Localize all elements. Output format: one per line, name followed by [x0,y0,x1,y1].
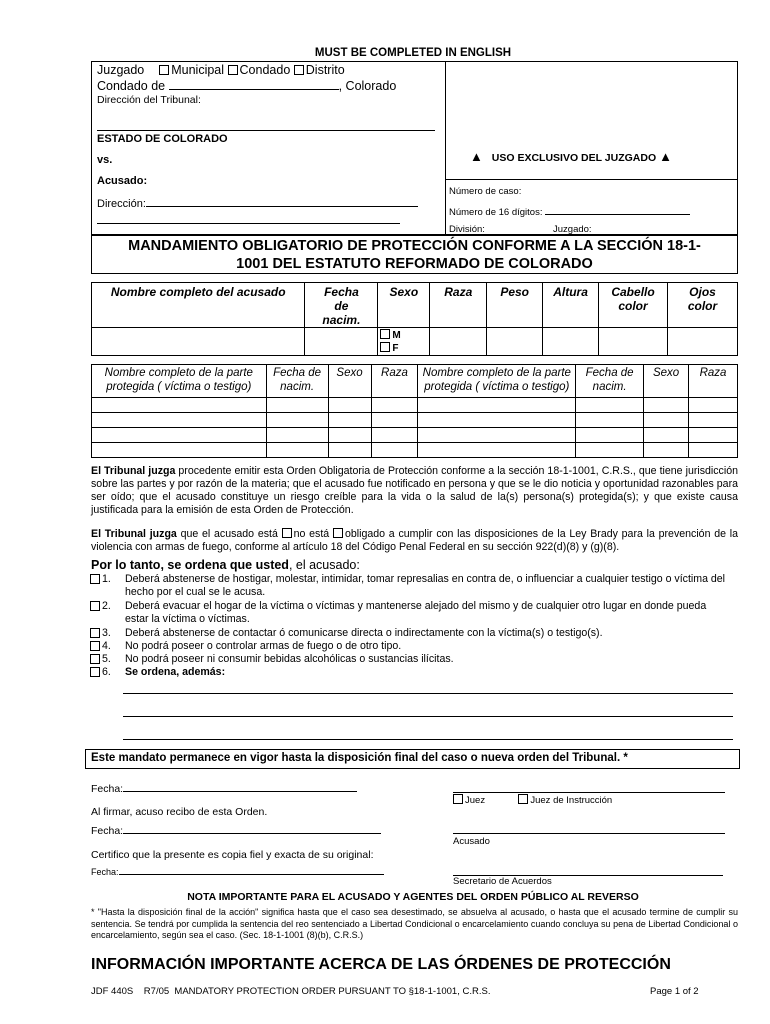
table-row [92,443,738,458]
distrito-checkbox[interactable] [294,65,304,75]
protected-table [91,364,738,458]
fecha-field-1[interactable] [123,781,357,792]
division-label: División: [449,224,485,235]
fecha-row-3: Fecha: [91,865,384,877]
accused-race-cell[interactable] [430,328,487,356]
notice-heading: NOTA IMPORTANTE PARA EL ACUSADO Y AGENTES DEL ORDEN PÚBLICO AL REVERSO [187,891,639,903]
protected-race-header-2: Raza [689,365,738,398]
accused-weight-cell[interactable] [487,328,543,356]
findings-text-1: procedente emitir esta Orden Obligatoria de Protección conforme a la sección 18-1-1001, C.R.S., que tiene jurisdicción sobre las partes y por razón de la materia; que el acusado fue notificado en persona y que se le dio noticia y oportunidad razonables para ser oído; que el acusado constituye un riesgo creíble para la vida o la salud de la(s) persona(s) protegida(s); y que existe causa justificada para la emisión de esta Orden de Protección. [91,465,738,516]
order-1-checkbox[interactable] [90,574,100,584]
order-item-3: 3. Deberá abstenerse de contactar ó comunicarse directa o indirectamente con la víctima(s) o testigo(s). [90,627,740,640]
magistrate-checkbox[interactable] [518,794,528,804]
must-complete-header: MUST BE COMPLETED IN ENGLISH [314,47,512,59]
info-title: INFORMACIÓN IMPORTANTE ACERCA DE LAS ÓRDENES DE PROTECCIÓN [91,956,671,973]
municipal-checkbox[interactable] [159,65,169,75]
accused-hair-cell[interactable] [599,328,668,356]
condado-checkbox[interactable] [228,65,238,75]
judge-row: Juez Juez de Instrucción [453,794,612,806]
court-type-row [97,63,345,77]
page-number: Page 1 of 2 [650,986,699,997]
order-item-2: 2. Deberá evacuar el hogar de la víctima o víctimas y mantenerse alejado del mismo y de cualquier otro lugar en donde pueda estar la víctima o víctimas. [90,600,740,626]
protected-sex-header-2: Sexo [644,365,689,398]
accused-weight-header: Peso [487,283,543,328]
findings-paragraph-2 [91,528,738,554]
findings-lead-1: El Tribunal juzga [91,465,176,477]
orders-heading: Por lo tanto, se ordena que usted, el acusado: [91,558,360,572]
accused-dob-header: Fecha de nacim. [305,283,378,328]
accused-dob-cell[interactable] [305,328,378,356]
protected-sex-header: Sexo [328,365,371,398]
juzgado-label: Juzgado [97,63,145,77]
court-use-label: USO EXCLUSIVO DEL JUZGADO [491,152,657,164]
judge-signature-line[interactable] [453,782,725,793]
order-item-1: 1. Deberá abstenerse de hostigar, molestar, intimidar, tomar represalias en contra de, o influenciar a cualquier testigo o víctima del hecho por el cual se le acusa. [90,573,740,599]
order-3-checkbox[interactable] [90,628,100,638]
order-5-checkbox[interactable] [90,654,100,664]
order-item-5: 5. No podrá poseer ni consumir bebidas alcohólicas o sustancias ilícitas. [90,653,740,666]
findings-text-ob: obligado a cumplir con las disposiciones de la Ley Brady para la prevención de la violencia con armas de fuego, conforme al artículo 18 del Código Penal Federal en su sección 922(d)(8) y (g)(8). [91,528,739,553]
sixteen-digit-row [449,205,690,218]
direction-row [97,196,418,210]
accused-name-cell[interactable] [92,328,305,356]
table-row [92,413,738,428]
form-footer: JDF 440S R7/05 MANDATORY PROTECTION ORDER PURSUANT TO §18-1-1001, C.R.S. [91,986,491,997]
direction-field[interactable] [146,196,418,207]
county-suffix: , Colorado [338,79,397,93]
county-prefix: Condado de [97,79,166,93]
direction-label: Dirección: [97,198,146,210]
table-row [92,398,738,413]
order-6-checkbox[interactable] [90,667,100,677]
additional-order-line-3[interactable] [123,728,733,740]
brady-obligated-checkbox[interactable] [333,528,343,538]
state-label: ESTADO DE COLORADO [97,133,228,145]
accused-table [91,282,738,356]
vs-label: vs. [97,154,113,166]
court-use-divider [445,61,446,235]
fecha-field-2[interactable] [123,823,381,834]
accused-hair-header: Cabello color [599,283,668,328]
findings-text-no: no está [293,528,333,540]
table-row [92,428,738,443]
accused-signature-line[interactable] [453,823,725,834]
protected-name-header-2: Nombre completo de la parte protegida ( víctima o testigo) [418,365,576,398]
clerk-label: Secretario de Acuerdos [453,876,552,887]
court-use-hline [445,179,738,180]
case-number-label: Número de caso: [449,186,522,197]
title-line-2: 1001 DEL ESTATUTO REFORMADO DE COLORADO [236,256,593,272]
order-4-checkbox[interactable] [90,641,100,651]
acknowledge-text: Al firmar, acuso recibo de esta Orden. [91,806,268,818]
order-item-4: 4. No podrá poseer o controlar armas de fuego o de otro tipo. [90,640,740,653]
protected-dob-header-2: Fecha de nacim. [576,365,644,398]
additional-order-line-1[interactable] [123,682,733,694]
findings-paragraph-1 [91,465,738,517]
clerk-signature-line[interactable] [453,865,723,876]
accused-label: Acusado: [97,175,148,187]
findings-lead-2: El Tribunal juzga [91,528,177,540]
accused-sex-header: Sexo [378,283,430,328]
direction-field-2[interactable] [97,213,400,224]
courtroom-label: Juzgado: [553,224,592,235]
title-line-1: MANDAMIENTO OBLIGATORIO DE PROTECCIÓN CONFORME A LA SECCIÓN 18-1- [128,238,701,254]
fecha-row-2: Fecha: [91,823,381,837]
court-use-label-row [470,149,672,164]
order-2-checkbox[interactable] [90,601,100,611]
accused-sex-cell [378,328,430,356]
up-arrow-icon: ▲ [470,149,483,164]
notice-footnote: * "Hasta la disposición final de la acción" significa hasta que el caso sea desestimado, se absuelva al acusado, o hasta que el acusado termine de cumplir su sentencia. Se tendrá por cumplida la sentencia del reo sentenciado a Libertad Condicional o encarcelamiento cuando concluya su pena de Libertad Condicional o encarcelamiento, según sea el caso. (Sec. 18-1-1001 (8)(b), C.R.S.) [91,907,738,940]
protected-dob-header: Fecha de nacim. [266,365,328,398]
sixteen-digit-field[interactable] [545,205,690,215]
certify-text: Certifico que la presente es copia fiel y exacta de su original: [91,849,374,861]
accused-eyes-header: Ojos color [668,283,738,328]
sex-f-option[interactable]: F [380,342,429,355]
accused-height-header: Altura [543,283,599,328]
order-item-6: 6. Se ordena, además: [90,666,740,679]
municipal-label: Municipal [171,63,225,77]
accused-name-header: Nombre completo del acusado [92,283,305,328]
county-row [97,78,396,93]
accused-height-cell[interactable] [543,328,599,356]
brady-no-checkbox[interactable] [282,528,292,538]
accused-eyes-cell[interactable] [668,328,738,356]
validity-box: Este mandato permanece en vigor hasta la disposición final del caso o nueva orden del Tribunal. * [85,749,740,769]
court-address-field[interactable] [97,119,435,131]
fecha-row-1: Fecha: [91,781,357,795]
accused-signature-label: Acusado [453,836,490,847]
condado-label: Condado [239,63,291,77]
distrito-label: Distrito [305,63,345,77]
additional-order-line-2[interactable] [123,705,733,717]
up-arrow-icon: ▲ [659,149,672,164]
accused-race-header: Raza [430,283,487,328]
sex-m-option[interactable]: M [380,329,429,342]
protected-name-header: Nombre completo de la parte protegida ( víctima o testigo) [92,365,267,398]
protected-race-header: Raza [371,365,418,398]
sixteen-digit-label: Número de 16 dígitos: [449,207,543,218]
county-field[interactable] [169,78,339,90]
fecha-field-3[interactable] [119,865,384,875]
judge-checkbox[interactable] [453,794,463,804]
court-address-label: Dirección del Tribunal: [97,94,201,106]
findings-text-2a: que el acusado está [176,528,282,540]
